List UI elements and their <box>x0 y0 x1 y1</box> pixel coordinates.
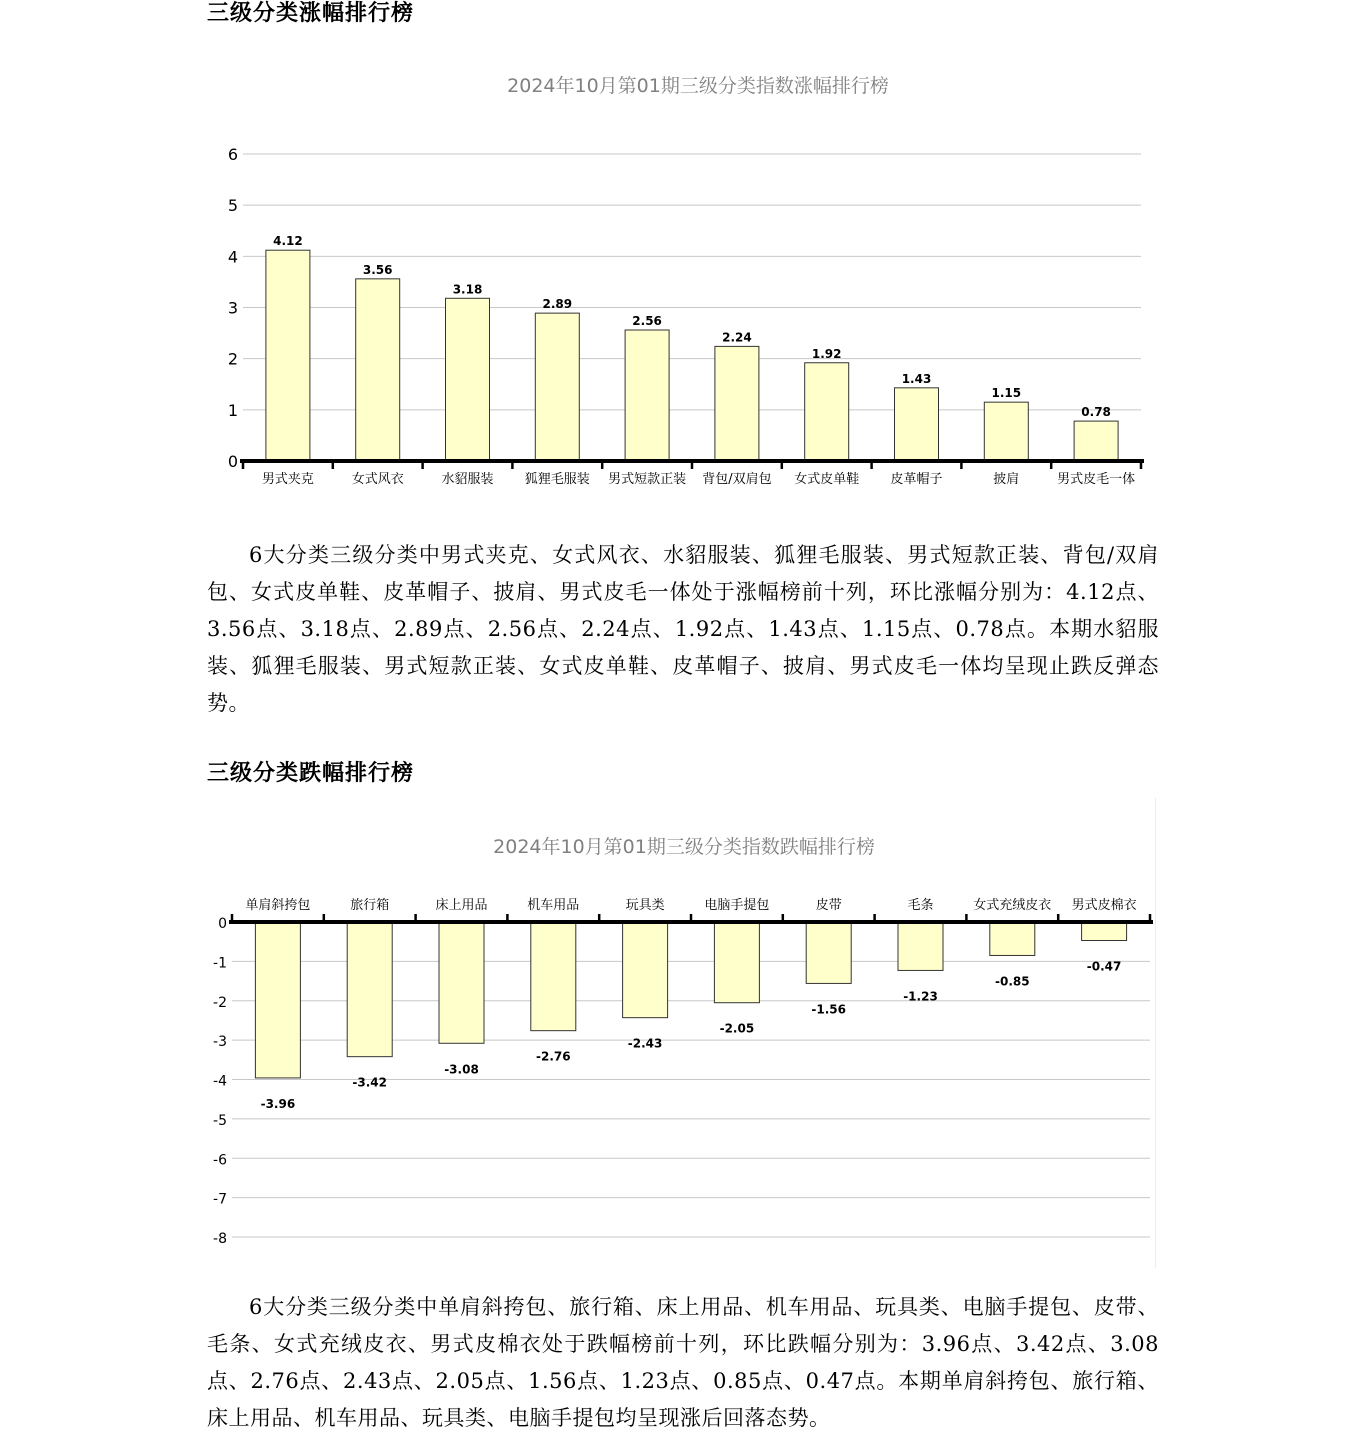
category-label: 水貂服装 <box>441 472 494 487</box>
data-label: 2.89 <box>542 297 573 312</box>
bar <box>714 922 759 1003</box>
bar <box>715 346 759 461</box>
y-tick-label: 0 <box>227 452 238 471</box>
loss-bar-chart <box>0 800 1365 1270</box>
category-label: 毛条 <box>907 898 934 913</box>
category-label: 女式风衣 <box>351 472 404 487</box>
category-label: 男式夹克 <box>261 472 314 487</box>
bar <box>356 279 400 461</box>
category-label: 机车用品 <box>527 898 580 913</box>
category-label: 玩具类 <box>625 898 665 913</box>
data-label: -3.42 <box>352 1075 387 1090</box>
data-label: -0.85 <box>995 974 1030 989</box>
y-tick-label: 3 <box>227 298 238 318</box>
y-tick-label: -8 <box>213 1231 227 1247</box>
data-label: 4.12 <box>273 234 303 249</box>
y-tick-label: -7 <box>213 1191 227 1208</box>
y-tick-label: -6 <box>213 1152 227 1169</box>
data-label: -3.96 <box>260 1096 296 1111</box>
y-tick-label: -5 <box>213 1112 227 1129</box>
data-label: -2.05 <box>719 1021 755 1036</box>
category-label: 披肩 <box>993 472 1020 487</box>
category-label: 电脑手提包 <box>704 898 770 913</box>
category-label: 皮带 <box>815 898 842 913</box>
gain-bar-chart <box>0 0 1365 500</box>
category-label: 男式皮毛一体 <box>1057 472 1136 487</box>
section-heading-loss: 三级分类跌幅排行榜 <box>207 761 415 786</box>
bar <box>347 922 392 1057</box>
bar <box>266 250 310 461</box>
category-label: 狐狸毛服装 <box>524 472 590 487</box>
chart-title: 2024年10月第01期三级分类指数涨幅排行榜 <box>507 75 889 97</box>
y-tick-label: -3 <box>213 1034 227 1051</box>
category-label: 单肩斜挎包 <box>245 898 311 913</box>
data-label: 3.18 <box>452 282 483 297</box>
data-label: -2.43 <box>627 1036 663 1051</box>
y-tick-label: 0 <box>218 916 227 932</box>
category-label: 皮革帽子 <box>890 472 943 487</box>
category-label: 女式充绒皮衣 <box>973 898 1052 913</box>
bar <box>984 402 1028 461</box>
data-label: 3.56 <box>362 262 393 277</box>
bar <box>439 922 484 1043</box>
bar <box>531 922 576 1031</box>
category-label: 男式皮棉衣 <box>1071 898 1137 913</box>
bar <box>255 922 300 1078</box>
data-label: 1.92 <box>811 346 842 361</box>
bar <box>623 922 668 1018</box>
data-label: -1.23 <box>903 989 938 1004</box>
data-label: -0.47 <box>1086 959 1122 974</box>
category-label: 背包/双肩包 <box>702 472 772 487</box>
bar <box>446 298 490 461</box>
chart-border-edge <box>1155 798 1156 1268</box>
category-label: 男式短款正装 <box>608 472 687 487</box>
data-label: -3.08 <box>444 1062 479 1077</box>
data-label: 1.15 <box>991 386 1022 401</box>
bar <box>806 922 851 983</box>
data-label: 2.56 <box>632 314 662 329</box>
bar <box>895 388 939 461</box>
data-label: 1.43 <box>901 371 932 386</box>
bar <box>625 330 669 461</box>
category-label: 女式皮单鞋 <box>794 472 860 487</box>
bar <box>805 363 849 461</box>
bar <box>1082 922 1127 941</box>
chart-title: 2024年10月第01期三级分类指数跌幅排行榜 <box>493 836 875 858</box>
y-tick-label: 6 <box>227 145 238 164</box>
data-label: 0.78 <box>1081 405 1111 420</box>
category-label: 旅行箱 <box>350 898 390 913</box>
y-tick-label: -2 <box>213 994 227 1011</box>
loss-description-paragraph: 6大分类三级分类中单肩斜挎包、旅行箱、床上用品、机车用品、玩具类、电脑手提包、皮带、毛条、女式充绒皮衣、男式皮棉衣处于跌幅榜前十列，环比跌幅分别为：3.96点、3.42点、3.08点、2.76点、2.43点、2.05点、1.56点、1.23点、0.85点、0.47点。本期单肩斜挎包、旅行箱、床上用品、机车用品、玩具类、电脑手提包均呈现涨后回落态势。 <box>207 1295 1159 1430</box>
y-tick-label: 4 <box>227 247 238 267</box>
section-heading-gain: 三级分类涨幅排行榜 <box>207 1 415 26</box>
bar <box>990 922 1035 955</box>
y-tick-label: 2 <box>227 349 238 369</box>
data-label: 2.24 <box>722 330 752 345</box>
y-tick-label: -4 <box>213 1073 227 1090</box>
bar <box>535 313 579 461</box>
y-tick-label: -1 <box>213 955 227 972</box>
y-tick-label: 5 <box>227 196 238 216</box>
y-tick-label: 1 <box>227 400 238 420</box>
category-label: 床上用品 <box>435 898 488 913</box>
bar <box>1074 421 1118 461</box>
data-label: -2.76 <box>536 1049 571 1064</box>
data-label: -1.56 <box>811 1002 846 1017</box>
gain-description-paragraph: 6大分类三级分类中男式夹克、女式风衣、水貂服装、狐狸毛服装、男式短款正装、背包/双肩包、女式皮单鞋、皮革帽子、披肩、男式皮毛一体处于涨幅榜前十列，环比涨幅分别为：4.12点、3.56点、3.18点、2.89点、2.56点、2.24点、1.92点、1.43点、1.15点、0.78点。本期水貂服装、狐狸毛服装、男式短款正装、女式皮单鞋、皮革帽子、披肩、男式皮毛一体均呈现止跌反弹态势。 <box>207 543 1159 715</box>
bar <box>898 922 943 970</box>
